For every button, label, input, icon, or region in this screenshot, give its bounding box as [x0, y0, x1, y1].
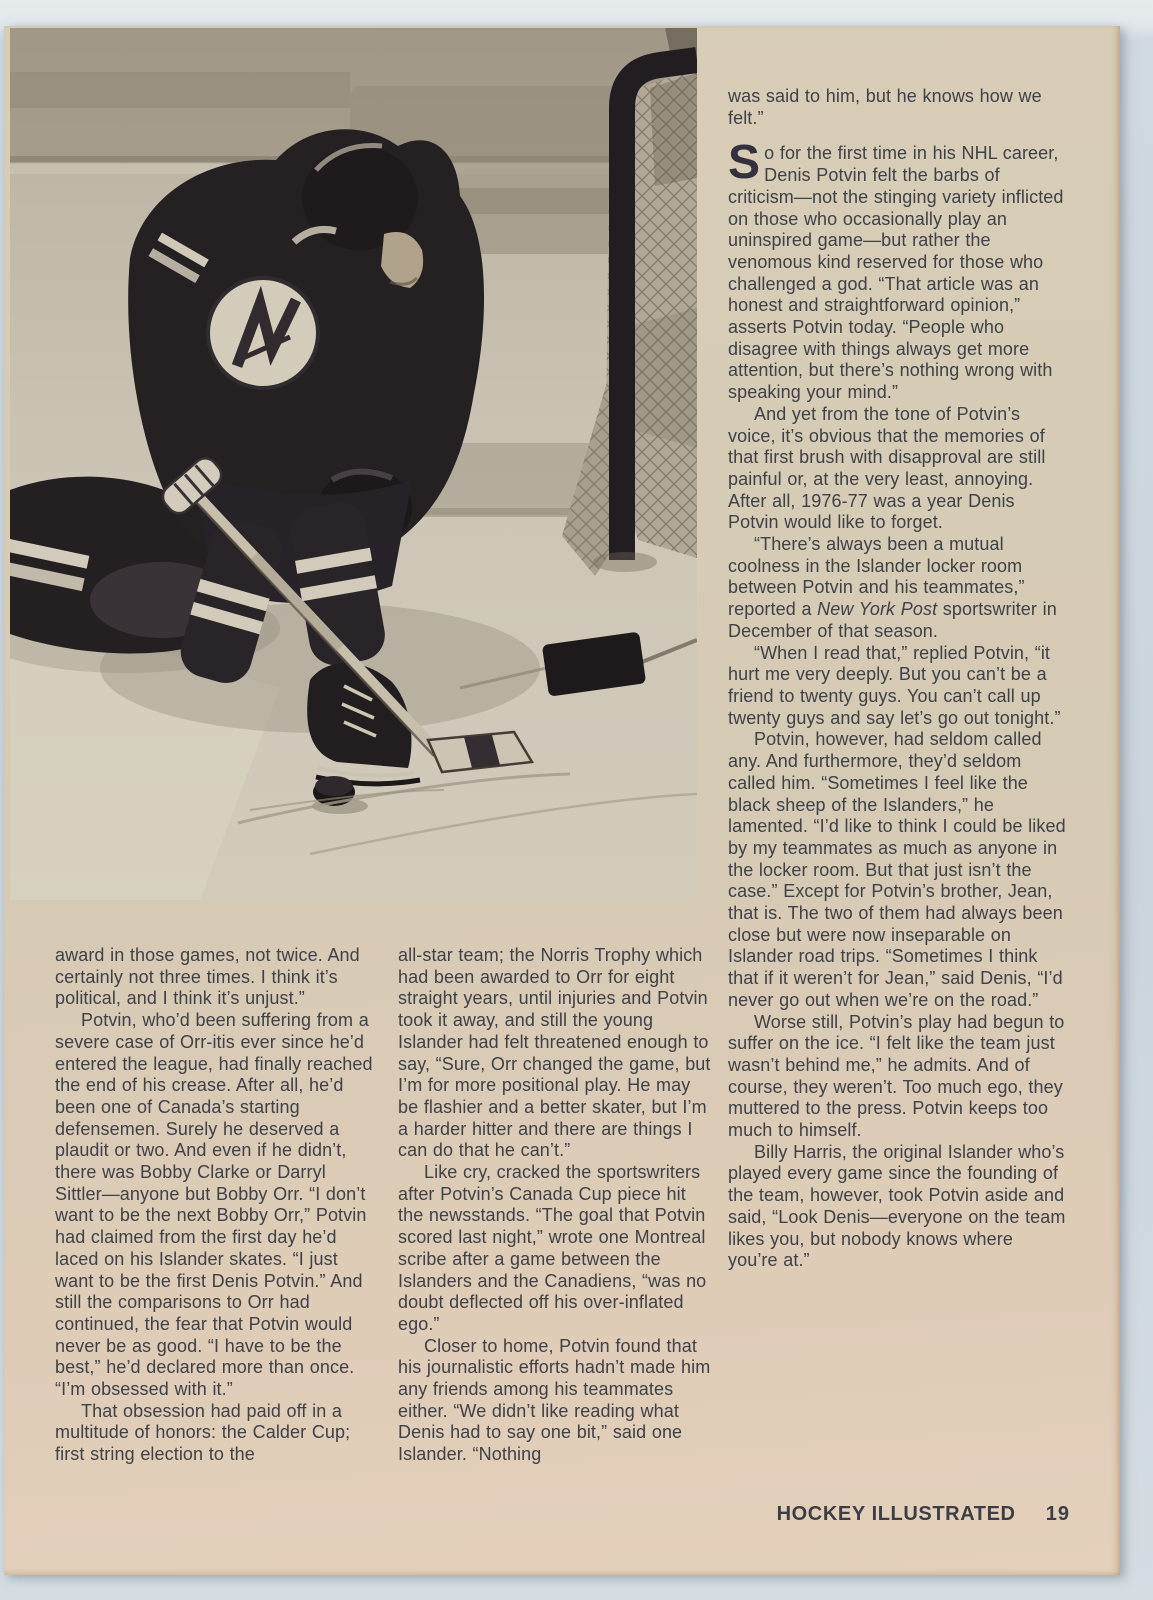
text-column-right	[728, 86, 1066, 1272]
article-paragraph: Worse still, Potvin’s play had begun to suffer on the ice. “I felt like the team just wasn’t behind me,” he admits. And of course, they weren’t. Too much ego, they muttered to the press. Potvin keeps too much to himself.	[728, 1011, 1065, 1141]
article-paragraph: And yet from the tone of Potvin’s voice, it’s obvious that the memories of that first brush with disapproval are still painful or, at the very least, annoying. After all, 1976-77 was a year Denis Potvin would like to forget.	[728, 403, 1046, 533]
hockey-photo-illustration	[10, 28, 697, 900]
article-paragraph: all-star team; the Norris Trophy which had been awarded to Orr for eight straight years, until injuries and Potvin took it away, and still the young Islander had felt threatened enough to say, “Sure, Orr changed the game, but I’m for more positional play. He may be flashier and a better skater, but I’m a harder hitter and there are things I can do that he can’t.”	[398, 945, 711, 1161]
article-paragraph: So for the first time in his NHL career, Denis Potvin felt the barbs of criticism—not the stinging variety inflicted on those who occasionally play an uninspired game—but rather the venomous kind reserved for those who challenged a god. “That article was an honest and straightforward opinion,” asserts Potvin today. “People who disagree with things always get more attention, but there’s nothing wrong with speaking your mind.”	[728, 136, 1064, 403]
article-paragraph: Billy Harris, the original Islander who’s played every game since the founding of the team, however, took Potvin aside and said, “Look Denis—everyone on the team likes you, but nobody knows where you’re at.”	[728, 1141, 1066, 1271]
article-paragraph: Potvin, however, had seldom called any. And furthermore, they’d seldom called him. “Sometimes I feel like the black sheep of the Islanders,” he lamented. “I’d like to think I could be liked by my teammates as much as anyone in the locker room. But that just isn’t the case.” Except for Potvin’s brother, Jean, that is. The two of them had always been close but were now inseparable on Islander road trips. “Sometimes I think that if it weren’t for Jean,” said Denis, “I’d never go out when we’re on the road.”	[728, 729, 1066, 1010]
article-paragraph: award in those games, not twice. And certainly not three times. I think it’s political, and I think it’s unjust.”	[55, 945, 360, 1009]
hockey-photo	[10, 28, 697, 900]
article-paragraph: Closer to home, Potvin found that his journalistic efforts hadn’t made him any friends among his teammates either. “We didn’t like reading what Denis had to say one bit,” said one Islander. “Nothing	[398, 1335, 711, 1465]
article-paragraph: That obsession had paid off in a multitude of honors: the Calder Cup; first string election to the	[55, 1400, 351, 1465]
article-paragraph: Potvin, who’d been suffering from a severe case of Orr-itis ever since he’d entered the league, had finally reached the end of his crease. After all, he’d been one of Canada’s starting defensemen. Surely he deserved a plaudit or two. And even if he didn’t, there was Bobby Clarke or Darryl Sittler—anyone but Bobby Orr. “I don’t want to be the next Bobby Orr,” Potvin had claimed from the first day he’d laced on his Islander skates. “I just want to be the first Denis Potvin.” And still the comparisons to Orr had continued, the fear that Potvin would never be as good. “I have to be the best,” he’d declared more than once. “I’m obsessed with it.”	[55, 1010, 373, 1400]
print-tint-overlay	[10, 28, 697, 900]
magazine-page	[4, 26, 1120, 1575]
text-column-middle	[398, 945, 716, 1466]
page-number: 19	[1045, 1503, 1070, 1525]
article-paragraph: “When I read that,” replied Potvin, “it hurt me very deeply. But you can’t be a friend to twenty guys. You can’t call up twenty guys and say let’s go out tonight.”	[728, 642, 1061, 728]
article-paragraph: Like cry, cracked the sportswriters after Potvin’s Canada Cup piece hit the newsstands. “The goal that Potvin scored last night,” wrote one Montreal scribe after a game between the Islanders and the Canadiens, “was no doubt deflected off his over-inflated ego.”	[398, 1162, 707, 1334]
page-footer	[398, 1503, 1070, 1526]
article-paragraph: was said to him, but he knows how we felt.”	[728, 86, 1042, 128]
text-column-left	[55, 945, 377, 1466]
drop-cap: S	[728, 136, 761, 190]
magazine-title: HOCKEY ILLUSTRATED	[776, 1503, 1016, 1525]
article-paragraph: “There’s always been a mutual coolness in the Islander locker room between Potvin and his teammates,” reported a New York Post sportswriter in December of that season.	[728, 534, 1057, 641]
